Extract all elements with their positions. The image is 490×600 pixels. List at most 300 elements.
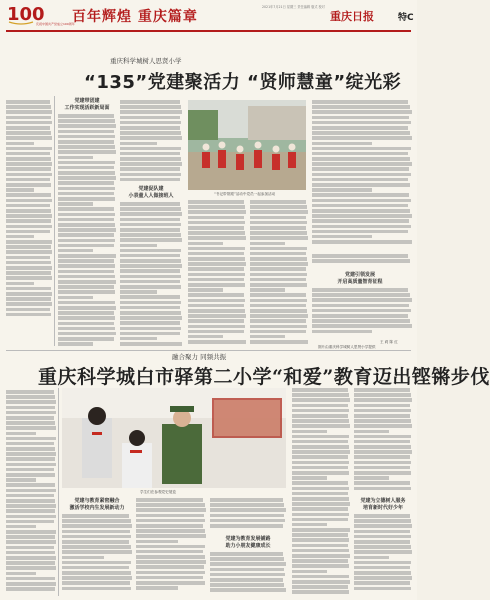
body-text-line bbox=[354, 540, 410, 544]
body-text-line bbox=[188, 340, 246, 344]
body-text-line bbox=[250, 242, 285, 246]
body-text-line bbox=[58, 135, 115, 139]
body-text-line bbox=[292, 466, 348, 470]
body-text-line bbox=[354, 530, 410, 534]
body-text-line bbox=[6, 271, 51, 275]
body-text-line bbox=[292, 414, 348, 418]
body-text-line bbox=[250, 226, 306, 230]
body-text-line bbox=[188, 314, 246, 318]
body-text-line bbox=[136, 540, 178, 544]
body-text-line bbox=[250, 257, 307, 261]
body-text-line bbox=[292, 518, 348, 522]
body-text-line bbox=[62, 561, 131, 565]
body-text-line bbox=[58, 296, 93, 300]
body-text-line bbox=[6, 566, 56, 570]
story2-subhead-1-line1: 党建与教育紧密融合 bbox=[74, 498, 120, 504]
body-text-line bbox=[120, 212, 182, 216]
body-text-line bbox=[6, 520, 54, 524]
body-text-line bbox=[6, 437, 56, 441]
story1-subhead-1-line1: 党建带团建 bbox=[74, 98, 100, 104]
body-text-line bbox=[188, 283, 245, 287]
body-text-line bbox=[250, 293, 306, 297]
body-text-line bbox=[292, 393, 349, 397]
body-text-line bbox=[250, 210, 308, 214]
body-text-line bbox=[312, 309, 411, 313]
body-text-line bbox=[6, 395, 55, 399]
body-text-line bbox=[250, 319, 306, 323]
body-text-line bbox=[250, 216, 306, 220]
body-text-line bbox=[292, 523, 327, 527]
body-text-line bbox=[58, 140, 114, 144]
body-text-line bbox=[6, 515, 56, 519]
body-text-line bbox=[62, 576, 132, 580]
body-text-line bbox=[292, 549, 349, 553]
story2-text-column bbox=[62, 514, 132, 596]
body-text-line bbox=[58, 187, 115, 191]
body-text-line bbox=[188, 242, 223, 246]
body-text-line bbox=[354, 524, 412, 528]
body-text-line bbox=[120, 342, 182, 346]
body-text-line bbox=[210, 568, 284, 572]
body-text-line bbox=[312, 319, 410, 323]
body-text-line bbox=[136, 524, 203, 528]
body-text-line bbox=[6, 442, 54, 446]
body-text-line bbox=[188, 319, 244, 323]
body-text-line bbox=[120, 301, 181, 305]
body-text-line bbox=[312, 214, 412, 218]
body-text-line bbox=[6, 188, 34, 192]
masthead-rule bbox=[6, 30, 411, 32]
body-text-line bbox=[354, 581, 410, 585]
body-text-line bbox=[312, 254, 408, 258]
body-text-line bbox=[312, 110, 412, 114]
body-text-line bbox=[6, 432, 36, 436]
body-text-line bbox=[312, 259, 410, 263]
body-text-line bbox=[120, 202, 180, 206]
body-text-line bbox=[58, 306, 116, 310]
body-text-line bbox=[250, 330, 306, 334]
body-text-line bbox=[6, 219, 51, 223]
body-text-line bbox=[58, 197, 115, 201]
story1-subhead-3 bbox=[330, 272, 390, 285]
body-text-line bbox=[292, 570, 327, 574]
story2-subhead-2-line1: 党建为教育发展铺路 bbox=[225, 536, 271, 542]
story2-text-column bbox=[136, 498, 206, 596]
body-text-line bbox=[136, 498, 203, 502]
body-text-line bbox=[6, 406, 55, 410]
body-text-line bbox=[354, 561, 411, 565]
body-text-line bbox=[292, 388, 348, 392]
body-text-line bbox=[62, 524, 132, 528]
body-text-line bbox=[136, 586, 178, 590]
body-text-line bbox=[188, 247, 245, 251]
story2-text-column bbox=[210, 498, 286, 534]
body-text-line bbox=[188, 257, 245, 261]
body-text-line bbox=[188, 262, 246, 266]
body-text-line bbox=[250, 309, 307, 313]
body-text-line bbox=[312, 199, 411, 203]
story-divider bbox=[6, 350, 411, 351]
story1-subhead-1 bbox=[58, 98, 116, 111]
body-text-line bbox=[6, 473, 55, 477]
body-text-line bbox=[58, 119, 115, 123]
body-text-line bbox=[120, 147, 181, 151]
body-text-line bbox=[6, 209, 51, 213]
body-text-line bbox=[250, 236, 308, 240]
body-text-line bbox=[136, 514, 204, 518]
body-text-line bbox=[6, 142, 34, 146]
body-text-line bbox=[6, 266, 52, 270]
body-text-line bbox=[6, 416, 54, 420]
story1-subhead-3-line2: 开启高质量智育征程 bbox=[337, 278, 383, 285]
story1-text-column bbox=[6, 100, 52, 320]
story2-text-column bbox=[210, 552, 286, 596]
body-text-line bbox=[62, 535, 131, 539]
body-text-line bbox=[210, 552, 283, 556]
body-text-line bbox=[292, 455, 348, 459]
story2-headline: 重庆科学城白市驿第二小学“和爱”教育迈出铿锵步伐 bbox=[38, 366, 490, 388]
body-text-line bbox=[188, 216, 244, 220]
body-text-line bbox=[62, 550, 132, 554]
body-text-line bbox=[58, 342, 93, 346]
body-text-line bbox=[58, 145, 115, 149]
body-text-line bbox=[58, 239, 115, 243]
body-text-line bbox=[292, 492, 348, 496]
body-text-line bbox=[58, 171, 115, 175]
body-text-line bbox=[120, 233, 181, 237]
body-text-line bbox=[188, 231, 245, 235]
body-text-line bbox=[6, 540, 56, 544]
story1-author: 王 莉 陈 红 bbox=[380, 340, 398, 344]
body-text-line bbox=[312, 183, 410, 187]
story2-subhead-3-line2: 培育新时代好少年 bbox=[362, 504, 403, 511]
body-text-line bbox=[58, 264, 115, 268]
body-text-line bbox=[120, 249, 181, 253]
body-text-line bbox=[354, 514, 410, 518]
body-text-line bbox=[210, 557, 284, 561]
body-text-line bbox=[250, 262, 308, 266]
body-text-line bbox=[354, 450, 412, 454]
body-text-line bbox=[6, 546, 54, 550]
body-text-line bbox=[292, 445, 349, 449]
body-text-line bbox=[6, 276, 52, 280]
body-text-line bbox=[210, 498, 283, 502]
body-text-line bbox=[6, 225, 52, 229]
body-text-line bbox=[6, 457, 55, 461]
body-text-line bbox=[6, 551, 55, 555]
body-text-line bbox=[120, 337, 157, 341]
body-text-line bbox=[6, 100, 50, 104]
date-line: 2021年7月21日 星期三 责任编辑 版式 校对 bbox=[262, 5, 325, 9]
body-text-line bbox=[136, 503, 205, 507]
body-text-line bbox=[58, 181, 114, 185]
body-text-line bbox=[354, 404, 410, 408]
body-text-line bbox=[6, 489, 56, 493]
body-text-line bbox=[120, 167, 180, 171]
body-text-line bbox=[188, 335, 223, 339]
body-text-line bbox=[312, 235, 372, 239]
body-text-line bbox=[62, 566, 129, 570]
body-text-line bbox=[6, 162, 52, 166]
body-text-line bbox=[188, 309, 245, 313]
body-text-line bbox=[354, 476, 389, 480]
body-text-line bbox=[120, 152, 180, 156]
body-text-line bbox=[312, 157, 410, 161]
story2-text-column bbox=[354, 388, 412, 496]
body-text-line bbox=[136, 581, 205, 585]
body-text-line bbox=[58, 301, 115, 305]
body-text-line bbox=[6, 173, 52, 177]
body-text-line bbox=[188, 210, 246, 214]
body-text-line bbox=[58, 233, 114, 237]
body-text-line bbox=[354, 461, 411, 465]
body-text-line bbox=[6, 110, 52, 114]
body-text-line bbox=[210, 519, 285, 523]
section-title: 百年辉煌 重庆篇章 bbox=[72, 9, 198, 25]
body-text-line bbox=[58, 249, 93, 253]
body-text-line bbox=[58, 223, 115, 227]
body-text-line bbox=[58, 166, 114, 170]
body-text-line bbox=[312, 225, 411, 229]
body-text-line bbox=[120, 311, 181, 315]
story2-photo-caption: 学生们在参观党史展览 bbox=[140, 490, 176, 494]
story2-subhead-1-line2: 激活学校内生发展新动力 bbox=[69, 504, 125, 511]
body-text-line bbox=[292, 528, 350, 532]
body-text-line bbox=[312, 288, 408, 292]
body-text-line bbox=[250, 325, 307, 329]
body-text-line bbox=[292, 461, 349, 465]
body-text-line bbox=[6, 452, 56, 456]
body-text-line bbox=[6, 411, 56, 415]
body-text-line bbox=[6, 483, 55, 487]
body-text-line bbox=[62, 540, 129, 544]
body-text-line bbox=[120, 136, 182, 140]
body-text-line bbox=[354, 571, 411, 575]
body-text-line bbox=[354, 466, 410, 470]
body-text-line bbox=[354, 409, 411, 413]
body-text-line bbox=[6, 235, 34, 239]
body-text-line bbox=[6, 525, 36, 529]
body-text-line bbox=[354, 419, 411, 423]
body-text-line bbox=[6, 230, 50, 234]
story2-subhead-3 bbox=[354, 498, 412, 511]
body-text-line bbox=[6, 302, 52, 306]
body-text-line bbox=[292, 554, 350, 558]
body-text-line bbox=[6, 245, 51, 249]
body-text-line bbox=[292, 435, 349, 439]
body-text-line bbox=[250, 340, 308, 344]
body-text-line bbox=[58, 130, 114, 134]
body-text-line bbox=[292, 430, 327, 434]
body-text-line bbox=[312, 162, 412, 166]
body-text-line bbox=[120, 110, 182, 114]
body-text-line bbox=[354, 424, 412, 428]
body-text-line bbox=[292, 575, 349, 579]
body-text-line bbox=[6, 308, 50, 312]
body-text-line bbox=[292, 440, 348, 444]
classroom-photo-image bbox=[62, 388, 286, 488]
body-text-line bbox=[312, 193, 409, 197]
body-text-line bbox=[312, 105, 410, 109]
story1-text-column bbox=[312, 288, 412, 338]
body-text-line bbox=[6, 390, 54, 394]
body-text-line bbox=[292, 538, 349, 542]
body-text-line bbox=[120, 264, 182, 268]
body-text-line bbox=[354, 556, 389, 560]
body-text-line bbox=[292, 487, 349, 491]
body-text-line bbox=[188, 330, 244, 334]
body-text-line bbox=[58, 280, 116, 284]
body-text-line bbox=[120, 280, 180, 284]
body-text-line bbox=[58, 337, 114, 341]
body-text-line bbox=[120, 223, 181, 227]
body-text-line bbox=[210, 508, 286, 512]
story1-subhead-2-line1: 党建促队建 bbox=[138, 186, 164, 192]
masthead bbox=[0, 0, 417, 30]
body-text-line bbox=[6, 504, 56, 508]
body-text-line bbox=[6, 204, 50, 208]
body-text-line bbox=[120, 131, 181, 135]
anniversary-caption: 庆祝中国共产党成立100周年 bbox=[36, 22, 75, 26]
centenary-logo-icon bbox=[6, 2, 45, 26]
story1-subhead-2 bbox=[120, 186, 182, 199]
body-text-line bbox=[6, 478, 36, 482]
body-text-line bbox=[312, 178, 408, 182]
body-text-line bbox=[120, 244, 157, 248]
story1-subhead-1-line2: 工作实现活跃新局面 bbox=[64, 104, 110, 111]
body-text-line bbox=[58, 114, 114, 118]
body-text-line bbox=[354, 388, 410, 392]
body-text-line bbox=[58, 244, 114, 248]
body-text-line bbox=[292, 544, 348, 548]
body-text-line bbox=[312, 204, 408, 208]
body-text-line bbox=[210, 588, 286, 592]
body-text-line bbox=[6, 509, 55, 513]
body-text-line bbox=[6, 199, 52, 203]
body-text-line bbox=[6, 126, 50, 130]
body-text-line bbox=[6, 447, 55, 451]
body-text-line bbox=[250, 299, 307, 303]
body-text-line bbox=[188, 325, 245, 329]
body-text-line bbox=[312, 167, 409, 171]
body-text-line bbox=[58, 156, 93, 160]
body-text-line bbox=[120, 157, 181, 161]
body-text-line bbox=[354, 535, 411, 539]
body-text-line bbox=[120, 306, 180, 310]
body-text-line bbox=[6, 463, 56, 467]
body-text-line bbox=[354, 576, 412, 580]
body-text-line bbox=[312, 219, 409, 223]
body-text-line bbox=[188, 304, 244, 308]
body-text-line bbox=[58, 275, 115, 279]
body-text-line bbox=[120, 218, 180, 222]
body-text-line bbox=[136, 534, 206, 538]
body-text-line bbox=[6, 147, 52, 151]
body-text-line bbox=[312, 121, 411, 125]
body-text-line bbox=[354, 435, 411, 439]
body-text-line bbox=[210, 573, 285, 577]
body-text-line bbox=[120, 121, 181, 125]
column-divider bbox=[54, 96, 55, 346]
body-text-line bbox=[312, 100, 408, 104]
body-text-line bbox=[6, 561, 55, 565]
school-photo-image bbox=[188, 100, 306, 190]
body-text-line bbox=[250, 278, 306, 282]
body-text-line bbox=[120, 126, 180, 130]
body-text-line bbox=[250, 288, 285, 292]
body-text-line bbox=[312, 147, 411, 151]
body-text-line bbox=[250, 304, 306, 308]
story1-headline: “135”党建聚活力 “贤师慧童”绽光彩 bbox=[84, 72, 402, 93]
body-text-line bbox=[210, 514, 284, 518]
body-text-line bbox=[6, 494, 54, 498]
body-text-line bbox=[136, 508, 206, 512]
body-text-line bbox=[120, 173, 181, 177]
body-text-line bbox=[354, 398, 412, 402]
body-text-line bbox=[6, 400, 56, 404]
body-text-line bbox=[6, 287, 51, 291]
body-text-line bbox=[188, 273, 245, 277]
body-text-line bbox=[188, 205, 245, 209]
body-text-line bbox=[136, 555, 205, 559]
body-text-line bbox=[58, 124, 116, 128]
body-text-line bbox=[62, 530, 130, 534]
body-text-line bbox=[58, 192, 114, 196]
body-text-line bbox=[210, 503, 284, 507]
body-text-line bbox=[120, 295, 180, 299]
body-text-line bbox=[6, 582, 56, 586]
body-text-line bbox=[312, 142, 372, 146]
body-text-line bbox=[292, 559, 348, 563]
body-text-line bbox=[210, 583, 284, 587]
body-text-line bbox=[120, 238, 182, 242]
body-text-line bbox=[292, 398, 350, 402]
body-text-line bbox=[136, 571, 205, 575]
body-text-line bbox=[6, 556, 56, 560]
body-text-line bbox=[292, 481, 348, 485]
paper-name: 重庆日报 bbox=[330, 10, 374, 23]
body-text-line bbox=[6, 572, 36, 576]
body-text-line bbox=[120, 316, 182, 320]
body-text-line bbox=[354, 455, 410, 459]
body-text-line bbox=[120, 228, 180, 232]
body-text-line bbox=[62, 519, 131, 523]
body-text-line bbox=[312, 136, 412, 140]
body-text-line bbox=[188, 200, 244, 204]
story2-text-column bbox=[354, 514, 412, 596]
body-text-line bbox=[210, 562, 286, 566]
body-text-line bbox=[292, 419, 349, 423]
story1-photo bbox=[188, 100, 306, 190]
story2-subhead-2 bbox=[210, 536, 286, 549]
body-text-line bbox=[312, 188, 372, 192]
body-text-line bbox=[312, 298, 412, 302]
story1-text-column bbox=[312, 254, 412, 268]
body-text-line bbox=[354, 414, 410, 418]
body-text-line bbox=[6, 577, 55, 581]
body-text-line bbox=[188, 226, 244, 230]
story1-text-column bbox=[188, 200, 246, 348]
body-text-line bbox=[6, 193, 51, 197]
body-text-line bbox=[312, 314, 408, 318]
body-text-line bbox=[188, 288, 223, 292]
body-text-line bbox=[6, 152, 50, 156]
body-text-line bbox=[6, 250, 52, 254]
body-text-line bbox=[120, 321, 180, 325]
story2-subhead-3-line1: 党建为立德树人服务 bbox=[360, 498, 406, 504]
story1-text-column bbox=[250, 200, 308, 348]
svg-text:100: 100 bbox=[7, 4, 45, 25]
